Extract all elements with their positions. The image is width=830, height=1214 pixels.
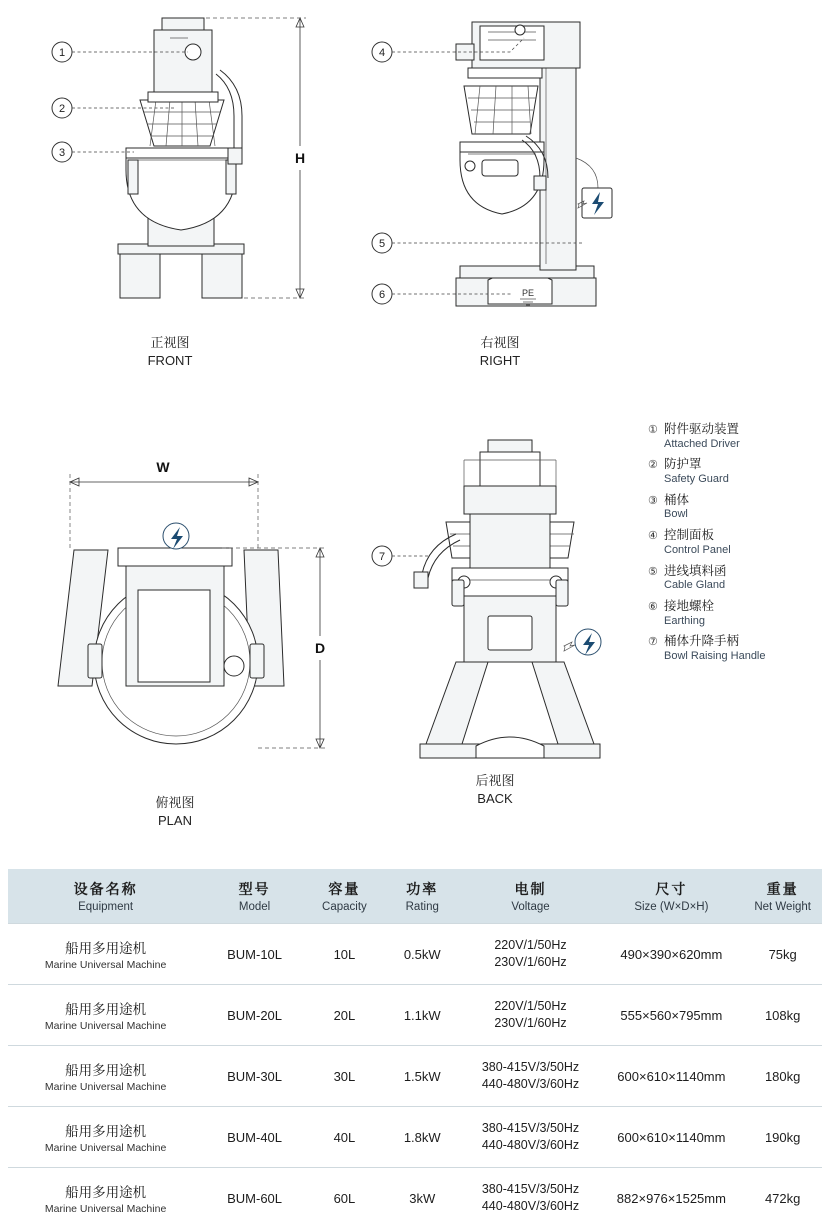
- caption-right-cn: 右视图: [480, 335, 520, 350]
- cell-model: BUM-30L: [203, 1046, 306, 1107]
- voltage-line-2: 230V/1/60Hz: [494, 955, 567, 969]
- equipment-en: Marine Universal Machine: [44, 1020, 167, 1032]
- caption-front-cn: 正视图: [150, 335, 190, 350]
- th-rating: [383, 869, 462, 924]
- svg-text:7: 7: [378, 551, 386, 563]
- cell-model: BUM-10L: [203, 924, 306, 985]
- table-row: [8, 1168, 822, 1214]
- caption-back-cn: 后视图: [475, 773, 515, 788]
- th-rating-en: Rating: [405, 901, 439, 913]
- cell-equipment: [8, 924, 203, 985]
- cell-model: BUM-40L: [203, 1107, 306, 1168]
- legend-item: [648, 634, 828, 663]
- legend-item: [648, 493, 828, 522]
- cell-rating: 1.5kW: [383, 1046, 462, 1107]
- th-size-cn: 尺寸: [655, 881, 688, 897]
- caption-right: [360, 334, 640, 369]
- voltage-line-1: 380-415V/3/50Hz: [481, 1060, 580, 1075]
- caption-front-en: FRONT: [147, 352, 193, 368]
- voltage-line-1: 220V/1/50Hz: [494, 938, 567, 953]
- cell-rating: 0.5kW: [383, 924, 462, 985]
- dimension-d-label: D: [314, 640, 326, 656]
- svg-text:1: 1: [58, 47, 66, 59]
- plan-view-drawing: [30, 430, 350, 790]
- cell-rating: 1.1kW: [383, 985, 462, 1046]
- legend-item: [648, 599, 828, 628]
- caption-plan-cn: 俯视图: [155, 795, 195, 810]
- table-header: [8, 869, 822, 924]
- dimension-w-label: W: [156, 459, 170, 475]
- th-equipment: [8, 869, 203, 924]
- th-voltage-cn: 电制: [514, 881, 547, 897]
- th-weight-en: Net Weight: [754, 901, 811, 913]
- table-row: [8, 985, 822, 1046]
- caption-back-en: BACK: [477, 790, 513, 806]
- front-view-drawing: [30, 8, 330, 328]
- svg-text:5: 5: [378, 238, 386, 250]
- cell-voltage: [462, 1168, 600, 1214]
- legend-item: [648, 457, 828, 486]
- th-size-en: Size (W×D×H): [634, 901, 709, 913]
- cell-rating: 3kW: [383, 1168, 462, 1214]
- legend-number: ①: [648, 424, 658, 436]
- th-equipment-cn: 设备名称: [73, 881, 138, 897]
- equipment-cn: 船用多用途机: [65, 1063, 147, 1078]
- legend-number: ⑤: [648, 565, 658, 578]
- cell-equipment: [8, 1107, 203, 1168]
- th-rating-cn: 功率: [406, 881, 439, 897]
- cell-size: 600×610×1140mm: [599, 1046, 743, 1107]
- table-row: [8, 1107, 822, 1168]
- equipment-cn: 船用多用途机: [65, 941, 147, 956]
- legend-label-cn: 桶体: [664, 492, 690, 507]
- cell-voltage: [462, 985, 600, 1046]
- svg-text:3: 3: [58, 147, 66, 159]
- specification-table: [8, 869, 822, 1214]
- th-capacity: [306, 869, 383, 924]
- dimension-h-label: H: [294, 150, 306, 166]
- legend-label-en: Earthing: [664, 614, 705, 627]
- svg-text:4: 4: [378, 47, 386, 59]
- th-capacity-cn: 容量: [328, 881, 361, 897]
- equipment-en: Marine Universal Machine: [44, 959, 167, 971]
- legend-label-en: Bowl Raising Handle: [664, 649, 766, 662]
- th-capacity-en: Capacity: [322, 901, 367, 913]
- th-equipment-en: Equipment: [78, 901, 134, 913]
- view-right: [360, 8, 660, 369]
- caption-back: [360, 772, 630, 807]
- legend-number: ⑥: [648, 600, 658, 613]
- cell-size: 600×610×1140mm: [599, 1107, 743, 1168]
- legend-label-cn: 附件驱动装置: [664, 422, 740, 436]
- legend-label-cn: 接地螺栓: [664, 598, 715, 613]
- right-view-drawing: [360, 8, 660, 328]
- voltage-line-2: 440-480V/3/60Hz: [481, 1199, 580, 1213]
- legend-label-en: Control Panel: [664, 543, 731, 556]
- lightning-icon-plan: [163, 523, 189, 549]
- cell-equipment: [8, 1168, 203, 1214]
- cell-capacity: 60L: [306, 1168, 383, 1214]
- legend-number: ②: [648, 459, 658, 472]
- voltage-line-2: 440-480V/3/60Hz: [481, 1077, 580, 1091]
- th-voltage: [462, 869, 600, 924]
- table-body: [8, 924, 822, 1214]
- legend-label-en: Bowl: [664, 508, 688, 521]
- voltage-line-1: 380-415V/3/50Hz: [481, 1121, 580, 1136]
- legend-label-en: Safety Guard: [664, 473, 729, 485]
- voltage-line-1: 380-415V/3/50Hz: [481, 1182, 580, 1197]
- th-size: [599, 869, 743, 924]
- cell-size: 555×560×795mm: [599, 985, 743, 1046]
- legend-number: ⑦: [648, 636, 658, 649]
- callout-3: [52, 142, 134, 162]
- voltage-line-2: 440-480V/3/60Hz: [481, 1138, 580, 1152]
- legend-label-cn: 防护罩: [664, 457, 702, 472]
- cell-model: BUM-60L: [203, 1168, 306, 1214]
- caption-plan: [30, 794, 320, 829]
- caption-front: [30, 334, 310, 369]
- legend-label-cn: 控制面板: [664, 528, 715, 543]
- th-weight: [743, 869, 822, 924]
- pe-label: PE: [521, 288, 535, 298]
- cell-capacity: 10L: [306, 924, 383, 985]
- legend-item: [648, 422, 828, 451]
- cell-rating: 1.8kW: [383, 1107, 462, 1168]
- view-plan: [30, 430, 350, 829]
- legend-number: ④: [648, 530, 658, 543]
- th-voltage-en: Voltage: [511, 901, 550, 913]
- equipment-cn: 船用多用途机: [65, 1124, 147, 1139]
- cell-capacity: 20L: [306, 985, 383, 1046]
- legend-label-en: Cable Gland: [664, 579, 726, 592]
- cell-weight: 75kg: [743, 924, 822, 985]
- legend-item: [648, 564, 828, 593]
- equipment-en: Marine Universal Machine: [44, 1142, 167, 1154]
- th-weight-cn: 重量: [766, 881, 799, 897]
- equipment-en: Marine Universal Machine: [44, 1081, 167, 1093]
- legend-item: [648, 528, 828, 557]
- view-front: [30, 8, 330, 369]
- caption-plan-en: PLAN: [158, 812, 192, 828]
- cell-capacity: 40L: [306, 1107, 383, 1168]
- cell-voltage: [462, 1107, 600, 1168]
- cell-weight: 108kg: [743, 985, 822, 1046]
- voltage-line-1: 220V/1/50Hz: [494, 999, 567, 1014]
- caption-right-en: RIGHT: [479, 352, 521, 368]
- legend-label-en: Attached Driver: [664, 437, 740, 450]
- voltage-line-2: 230V/1/60Hz: [494, 1016, 567, 1030]
- view-back: [360, 430, 660, 807]
- equipment-cn: 船用多用途机: [65, 1185, 147, 1200]
- cell-voltage: [462, 1046, 600, 1107]
- equipment-cn: 船用多用途机: [65, 1002, 147, 1017]
- th-model-cn: 型号: [238, 881, 271, 897]
- svg-text:2: 2: [58, 103, 66, 115]
- legend-label-cn: 进线填料函: [664, 563, 727, 578]
- legend-number: ③: [648, 494, 658, 507]
- th-model-en: Model: [238, 901, 271, 913]
- cell-equipment: [8, 985, 203, 1046]
- cell-size: 490×390×620mm: [599, 924, 743, 985]
- legend-label-cn: 桶体升降手柄: [664, 634, 740, 649]
- cell-weight: 190kg: [743, 1107, 822, 1168]
- legend-list: [648, 422, 828, 670]
- lightning-icon-back: [564, 629, 601, 655]
- callout-7: [372, 546, 430, 566]
- cell-voltage: [462, 924, 600, 985]
- cell-weight: 180kg: [743, 1046, 822, 1107]
- cell-equipment: [8, 1046, 203, 1107]
- cell-model: BUM-20L: [203, 985, 306, 1046]
- table-row: [8, 1046, 822, 1107]
- cell-capacity: 30L: [306, 1046, 383, 1107]
- back-view-drawing: [360, 430, 660, 770]
- cell-size: 882×976×1525mm: [599, 1168, 743, 1214]
- table-row: [8, 924, 822, 985]
- svg-text:6: 6: [378, 289, 386, 301]
- equipment-en: Marine Universal Machine: [44, 1203, 167, 1214]
- cell-weight: 472kg: [743, 1168, 822, 1214]
- th-model: [203, 869, 306, 924]
